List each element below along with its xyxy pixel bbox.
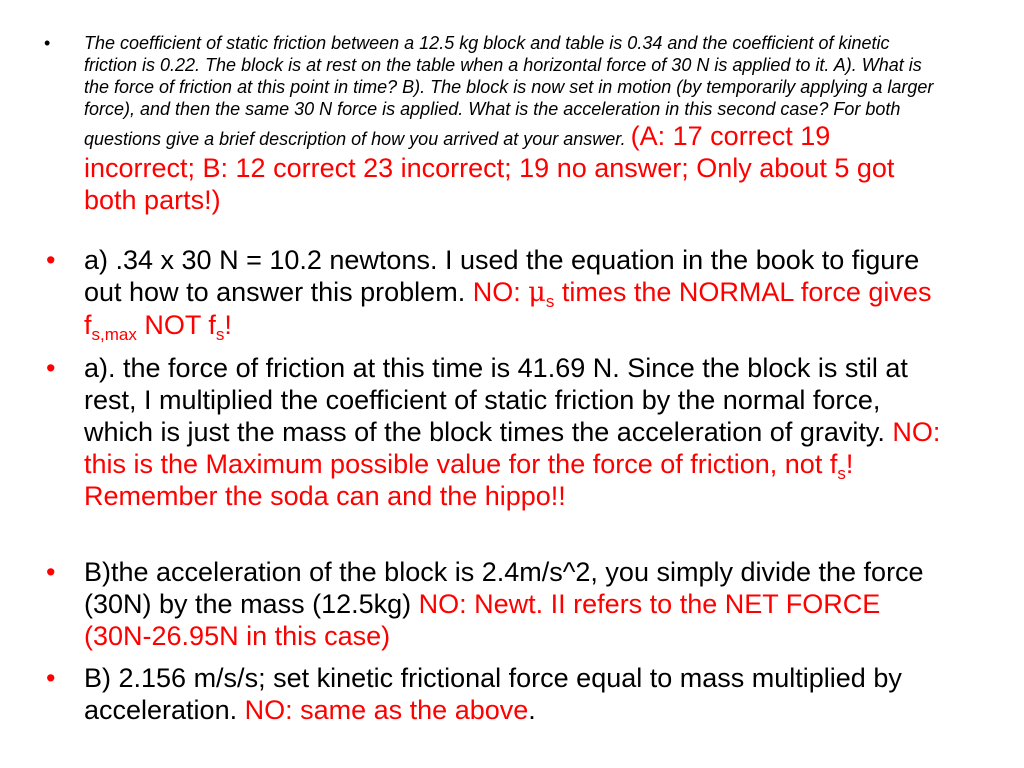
question-results-note: (A: 17 correct 19 incorrect; B: 12 correct 23 incorrect; 19 no answer; Only about 5 got both parts!) [84,121,895,215]
feedback-prefix: NO: this is the Maximum possible value for the force of friction, not f [84,417,941,479]
answer-text: a) .34 x 30 N = 10.2 newtons. I used the equation in the book to figure out how to answer this problem. [84,245,920,307]
question-text: The coefficient of static friction between a 12.5 kg block and table is 0.34 and the coefficient of kinetic friction is 0.22. The block is at rest on the table when a horizontal force of 30 N is applied to it. A). What is the force of friction at this point in time? B). The block is now set in motion (by temporarily applying a larger force), and then the same 30 N force is applied. What is the acceleration in this second case? For both questions give a brief description of how you arrived at your answer. [84,33,934,149]
answer-item-1 [46,244,944,344]
answer-feedback: NO: same as the above [244,695,529,725]
answer-text: B)the acceleration of the block is 2.4m/s^2, you simply divide the force (30N) by the mass (12.5kg) [84,557,924,619]
feedback-end: ! [224,310,232,340]
bullet-marker: • [44,33,51,53]
question-item [44,32,944,216]
feedback-middle-2: NOT f [144,310,216,340]
feedback-end: ! Remember the soda can and the hippo!! [84,449,854,511]
answer-item-3 [46,556,944,652]
answer-text: a). the force of friction at this time is 41.69 N. Since the block is stil at rest, I multiplied the coefficient of static friction by the normal force, which is just the mass of the block times the acceleration of gravity. [84,353,908,447]
f-subscript-max: s,max [91,325,137,344]
feedback-middle: times the NORMAL force gives f [84,277,932,340]
bullet-marker: • [46,557,56,587]
mu-symbol: μ [528,277,546,308]
answer-item-2 [46,352,944,512]
answer-item-4 [46,662,944,726]
f-subscript: s [215,325,225,344]
bullet-marker: • [46,663,56,693]
answer-tail: . [528,695,536,725]
bullet-marker: • [46,245,56,275]
feedback-prefix: NO: [472,277,521,307]
bullet-marker: • [46,353,56,383]
f-subscript: s [837,464,846,483]
answer-text: B) 2.156 m/s/s; set kinetic frictional force equal to mass multiplied by acceleration. [84,663,902,725]
answer-feedback: NO: Newt. II refers to the NET FORCE (30N-26.95N in this case) [84,589,881,651]
mu-subscript: s [545,292,555,311]
